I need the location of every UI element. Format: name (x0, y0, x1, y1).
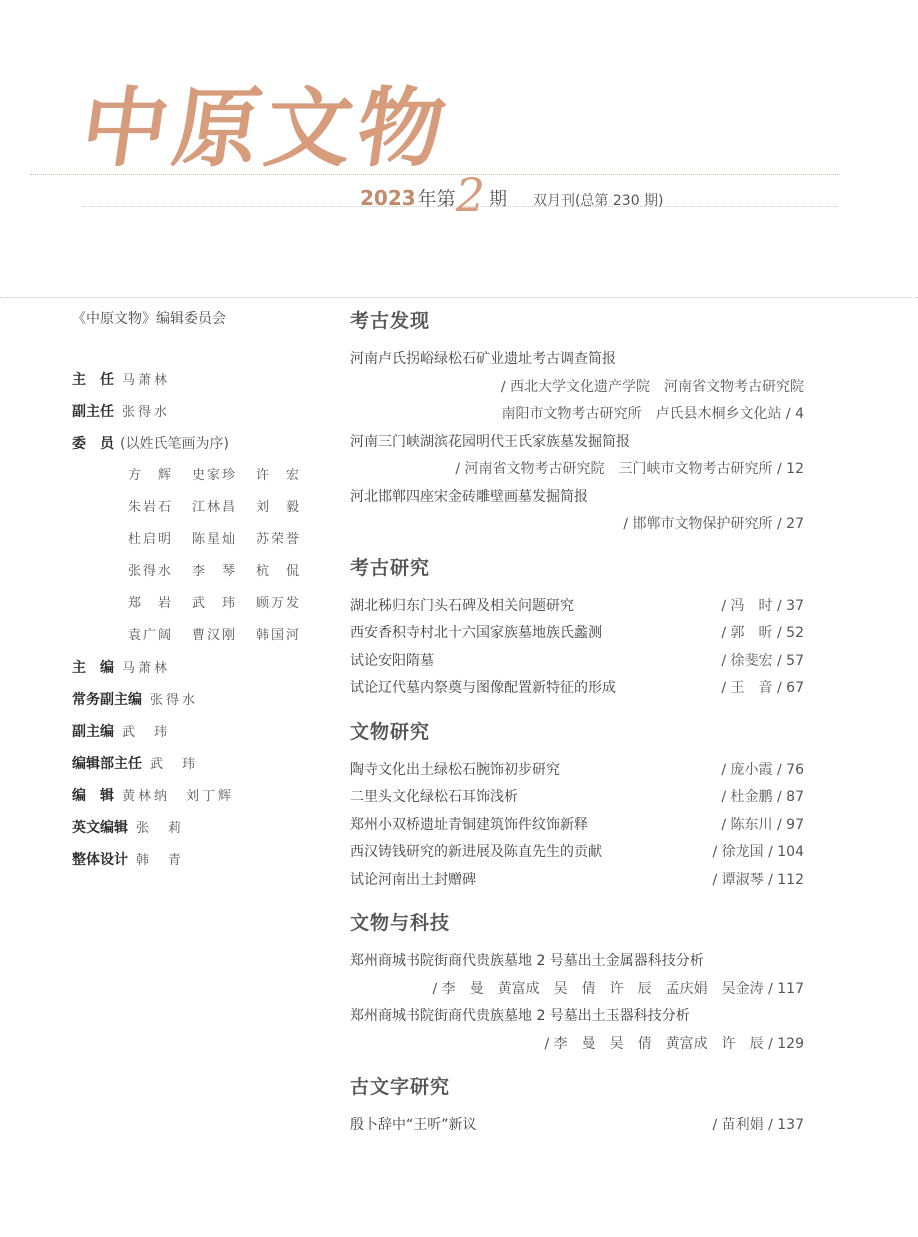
article-page: ∕ 67 (777, 680, 804, 696)
board-member: 顾万发 (256, 596, 302, 611)
article-authors (350, 456, 804, 484)
board-role: 编辑部主任 (72, 756, 142, 772)
article-authors (350, 511, 804, 539)
article-title[interactable]: 河南三门峡湖滨花园明代王氏家族墓发掘简报 (350, 433, 630, 450)
board-name: 武 玮 (150, 757, 199, 772)
article-page: ∕ 27 (777, 516, 804, 532)
board-name: 马萧林 (122, 373, 171, 388)
board-member: 刘 毅 (256, 500, 302, 515)
article-authors (350, 1031, 804, 1059)
board-member: 武 玮 (192, 596, 238, 611)
article-authors (350, 976, 804, 1004)
board-vice-director (72, 396, 332, 428)
board-member: 苏荣誉 (256, 532, 302, 547)
article-author: ∕ 李 曼 黄富成 吴 倩 许 辰 孟庆娟 吴金涛 (432, 980, 764, 997)
board-name: 张 莉 (136, 821, 185, 836)
article-page: ∕ 12 (777, 461, 804, 477)
board-role: 整体设计 (72, 852, 128, 868)
board-director (72, 364, 332, 396)
article-page: ∕ 4 (785, 406, 804, 422)
issue-label: 期 (488, 189, 507, 210)
article-page: ∕ 87 (777, 789, 804, 805)
board-role: 主 编 (72, 660, 114, 676)
article-author: ∕ 郭 昕 (721, 625, 773, 641)
article-author: ∕ 苗利娟 (712, 1117, 764, 1133)
board-name: 韩 青 (136, 853, 185, 868)
article-page: ∕ 76 (777, 761, 804, 778)
article-page: ∕ 57 (777, 652, 804, 669)
toc-entry[interactable] (350, 1112, 804, 1140)
article-page: ∕ 137 (768, 1117, 804, 1133)
board-deputy-editor (72, 716, 332, 748)
board-member: 袁广阔 (128, 628, 174, 643)
toc-entry[interactable] (350, 784, 804, 812)
article-title: 郑州小双桥遗址青铜建筑饰件纹饰新释 (350, 816, 588, 833)
board-member: 方 辉 (128, 468, 174, 483)
article-author: ∕ 李 曼 吴 倩 黄富成 许 辰 (544, 1035, 764, 1052)
toc-entry[interactable] (350, 757, 804, 785)
section-cultural-relics-research (350, 717, 804, 895)
article-author: ∕ 西北大学文化遗产学院 河南省文物考古研究院 (500, 378, 804, 395)
board-member: 杜启明 (128, 532, 174, 547)
article-author: ∕ 邯郸市文物保护研究所 (623, 516, 773, 532)
article-title[interactable]: 河北邯郸四座宋金砖雕壁画墓发掘简报 (350, 488, 588, 505)
board-name: 马萧林 (122, 661, 171, 676)
issue-year-label: 年第 (417, 188, 456, 210)
section-archaeological-discovery (350, 306, 804, 539)
board-member: 朱岩石 (128, 500, 174, 515)
table-of-contents (350, 306, 804, 1154)
board-name: 张得水 (150, 693, 199, 708)
section-title: 文物与科技 (350, 912, 451, 934)
article-page: ∕ 112 (768, 871, 804, 888)
toc-entry[interactable] (350, 867, 804, 895)
toc-entry[interactable] (350, 620, 804, 648)
board-exec-deputy (72, 684, 332, 716)
article-title: 试论辽代墓内祭奠与图像配置新特征的形成 (350, 680, 616, 696)
article-author: ∕ 谭淑琴 (712, 871, 764, 888)
divider (0, 297, 918, 298)
toc-entry[interactable] (350, 675, 804, 703)
article-author: ∕ 徐龙国 (712, 844, 764, 860)
article-author: ∕ 王 音 (721, 680, 773, 696)
board-role: 常务副主编 (72, 692, 142, 708)
board-members-heading (72, 428, 332, 460)
board-role: 副主任 (72, 404, 114, 420)
article-title: 试论安阳隋墓 (350, 652, 434, 669)
toc-entry[interactable] (350, 593, 804, 621)
toc-entry[interactable] (350, 839, 804, 867)
board-members-note: (以姓氏笔画为序) (120, 436, 229, 452)
board-member: 郑 岩 (128, 596, 174, 611)
toc-entry[interactable] (350, 648, 804, 676)
article-title[interactable]: 郑州商城书院街商代贵族墓地 2 号墓出土金属器科技分析 (350, 953, 704, 969)
board-chief-editor (72, 652, 332, 684)
article-title: 二里头文化绿松石耳饰浅析 (350, 789, 518, 805)
article-page: ∕ 129 (768, 1035, 804, 1052)
board-member: 史家珍 (192, 468, 238, 483)
issue-number: 2 (455, 168, 485, 222)
board-member: 陈星灿 (192, 532, 238, 547)
board-role: 编 辑 (72, 788, 114, 804)
board-member: 江林昌 (192, 500, 238, 515)
article-title: 西安香积寺村北十六国家族墓地族氏蠡测 (350, 625, 602, 641)
section-title: 考古发现 (350, 310, 431, 332)
section-title: 考古研究 (350, 556, 431, 579)
board-dept-director (72, 748, 332, 780)
section-relics-and-technology (350, 908, 804, 1058)
article-author: 南阳市文物考古研究所 卢氏县木桐乡文化站 (501, 406, 782, 422)
article-title[interactable]: 郑州商城书院街商代贵族墓地 2 号墓出土玉器科技分析 (350, 1008, 690, 1024)
issue-info (360, 168, 664, 222)
article-page: ∕ 37 (777, 597, 804, 614)
article-title: 湖北秭归东门头石碑及相关问题研究 (350, 597, 574, 614)
article-author: ∕ 杜金鹏 (721, 789, 773, 805)
article-page: ∕ 117 (768, 980, 804, 997)
board-editors (72, 780, 332, 812)
section-title: 古文字研究 (350, 1076, 451, 1098)
board-member: 曹汉刚 (192, 628, 238, 643)
board-role: 委 员 (72, 436, 114, 452)
issue-year: 2023 (360, 186, 416, 210)
article-title: 试论河南出土封赠碑 (350, 871, 476, 888)
article-title[interactable]: 河南卢氏拐峪绿松石矿业遗址考古调查简报 (350, 351, 616, 367)
toc-entry[interactable] (350, 812, 804, 840)
article-page: ∕ 52 (777, 625, 804, 641)
board-role: 副主编 (72, 724, 114, 740)
board-role: 主 任 (72, 372, 114, 388)
board-member: 李 琴 (192, 564, 238, 579)
article-author: ∕ 陈东川 (721, 816, 773, 833)
section-title: 文物研究 (350, 720, 431, 743)
board-title: 《中原文物》编辑委员会 (72, 311, 226, 327)
board-members-grid (128, 460, 332, 652)
board-member: 张得水 (128, 564, 174, 579)
board-member: 许 宏 (256, 468, 302, 483)
section-paleography (350, 1072, 804, 1140)
board-design (72, 844, 332, 876)
board-name: 武 玮 (122, 725, 171, 740)
issue-frequency: 双月刊(总第 230 期) (532, 193, 664, 209)
article-title: 殷卜辞中“王听”新议 (350, 1117, 477, 1133)
article-page: ∕ 97 (777, 816, 804, 833)
board-role: 英文编辑 (72, 820, 128, 836)
article-title: 陶寺文化出土绿松石腕饰初步研究 (350, 761, 560, 778)
board-english-editor (72, 812, 332, 844)
article-author: ∕ 河南省文物考古研究院 三门峡市文物考古研究所 (455, 461, 773, 477)
article-authors (350, 401, 804, 429)
article-title: 西汉铸钱研究的新进展及陈直先生的贡献 (350, 844, 602, 860)
editorial-board (72, 308, 332, 876)
board-member: 韩国河 (256, 628, 302, 643)
article-author: ∕ 冯 时 (721, 597, 773, 614)
section-archaeological-research (350, 553, 804, 703)
board-member: 杭 侃 (256, 564, 302, 579)
board-name: 黄林纳 刘丁辉 (122, 789, 235, 804)
journal-title: 中原文物 (74, 78, 458, 179)
article-author: ∕ 庞小霞 (721, 761, 773, 778)
article-author: ∕ 徐斐宏 (721, 652, 773, 669)
article-page: ∕ 104 (768, 844, 804, 860)
article-authors (350, 374, 804, 402)
board-name: 张得水 (122, 405, 171, 420)
